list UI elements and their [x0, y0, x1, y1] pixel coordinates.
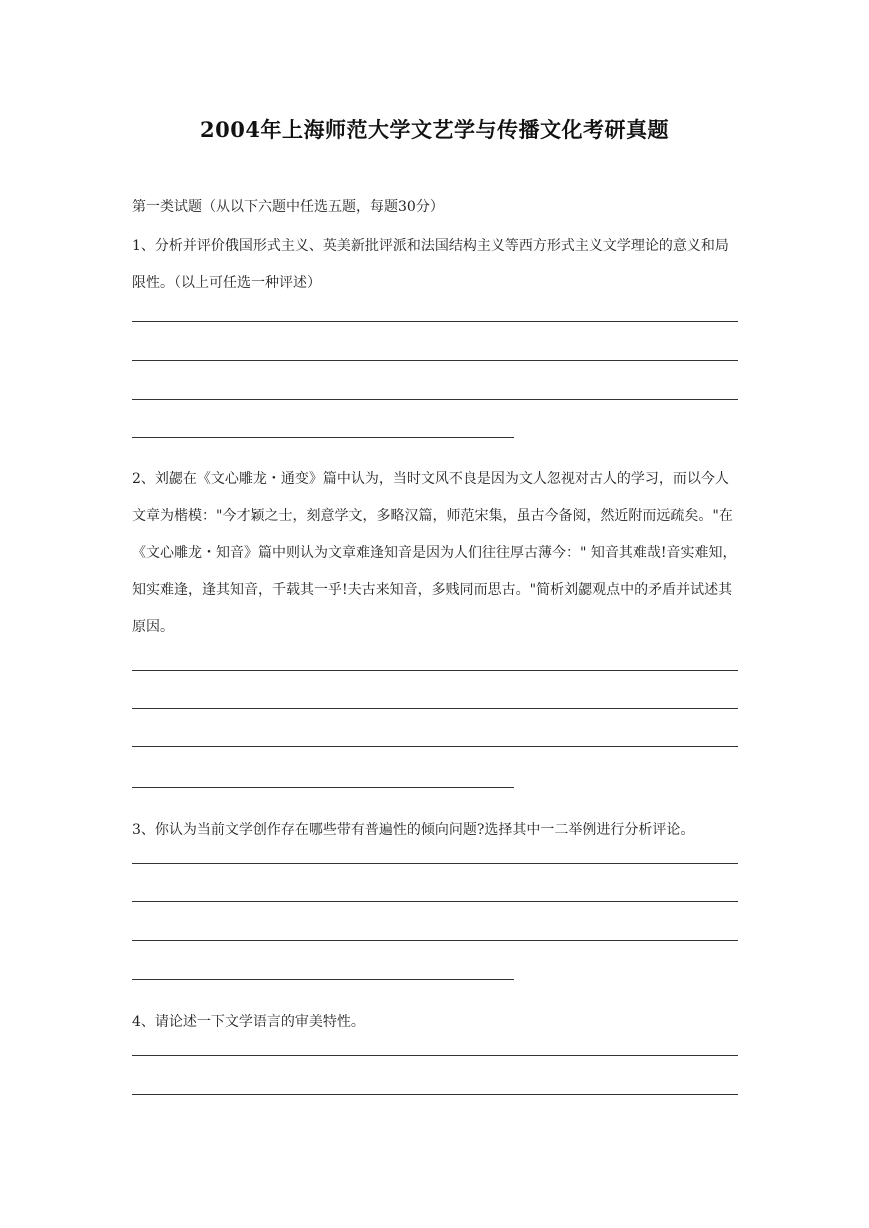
question-4: 4、请论述一下文学语言的审美特性。	[132, 1014, 365, 1030]
answer-line	[132, 746, 738, 747]
answer-line	[132, 979, 514, 980]
answer-line	[132, 901, 738, 902]
answer-line	[132, 863, 738, 864]
answer-line	[132, 437, 514, 438]
answer-line	[132, 321, 738, 322]
section-heading: 第一类试题（从以下六题中任选五题，每题30分）	[132, 199, 444, 215]
question-2: 2、刘勰在《文心雕龙・通变》篇中认为，当时文风不良是因为文人忽视对古人的学习，而以今人文章为楷模："今才颖之士，刻意学文，多略汉篇，师范宋集，虽古今备阅，然近附而远疏矣。"在《文心雕龙・知音》篇中则认为文章难逢知音是因为人们往往厚古薄今：" 知音其难哉!音实难知，知实难逢，逢其知音，千载其一乎!夫古来知音，多贱同而思古。"简析刘勰观点中的矛盾并试述其原因。	[132, 471, 737, 635]
question-1: 1、分析并评价俄国形式主义、英美新批评派和法国结构主义等西方形式主义文学理论的意义和局限性。（以上可任选一种评述）	[132, 238, 729, 291]
answer-line	[132, 399, 738, 400]
question-3: 3、你认为当前文学创作存在哪些带有普遍性的倾向问题?选择其中一二举例进行分析评论。	[132, 822, 695, 838]
answer-line	[132, 708, 738, 709]
answer-line	[132, 670, 738, 671]
answer-line	[132, 940, 738, 941]
page-title: 2004年上海师范大学文艺学与传播文化考研真题	[200, 117, 669, 142]
answer-line	[132, 360, 738, 361]
answer-line	[132, 1055, 738, 1056]
answer-line	[132, 787, 514, 788]
answer-line	[132, 1094, 738, 1095]
